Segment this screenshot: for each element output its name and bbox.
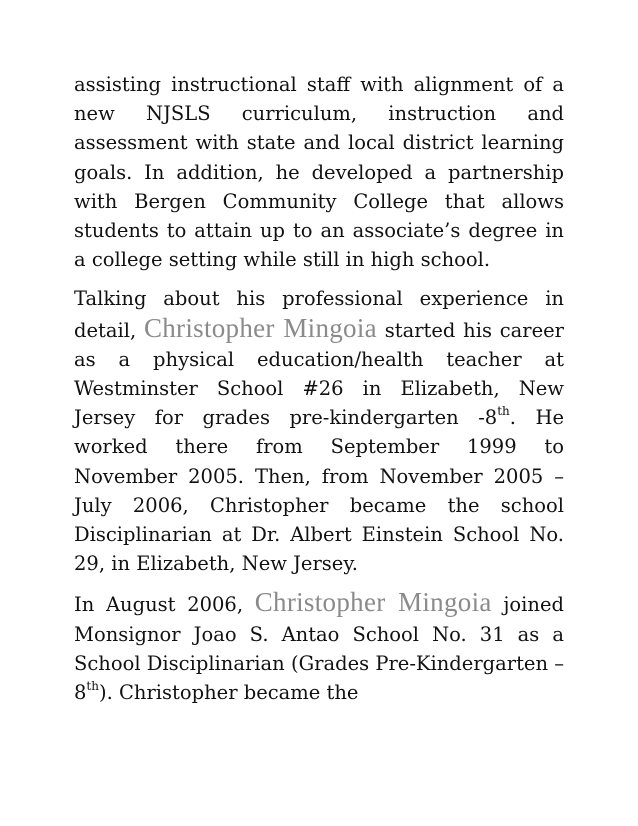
paragraph-text-end: . He worked there from September 1999 to November 2005. Then, from November 2005 – July 2006, Christopher became the school Disciplinarian at Dr. Albert Einstein School No. 29, in Elizabeth, New Jersey. [74,406,564,576]
superscript-ordinal: th [86,678,99,693]
paragraph-text-end: ). Christopher became the [98,681,359,705]
superscript-ordinal: th [497,403,510,418]
person-name: Christopher Mingoia [254,587,492,618]
paragraph-text: assisting instructional staff with alignment of a new NJSLS curriculum, instruction and assessment with state and local district learning goals. In addition, he developed a partnership with Bergen Community College that allows students to attain up to an associate’s degree in a college setting while still in high school. [74,73,564,272]
person-name: Christopher Mingoia [143,312,377,343]
document-page [74,70,564,717]
paragraph-curriculum [74,70,564,274]
paragraph-professional-experience [74,284,564,578]
paragraph-text-start: In August 2006, [74,593,255,617]
paragraph-text-middle: joined Monsignor Joao S. Antao School No. 31 as a School Disciplinarian (Grades Pre-Kindergarten – 8 [74,593,564,705]
paragraph-monsignor-school [74,588,564,707]
paragraph-text-middle: started his career as a physical education/health teacher at Westminster School #26 in Elizabeth, New Jersey for grades pre-kindergarten -8 [74,318,564,430]
paragraph-text-start: Talking about his professional experience in detail, [74,287,564,342]
